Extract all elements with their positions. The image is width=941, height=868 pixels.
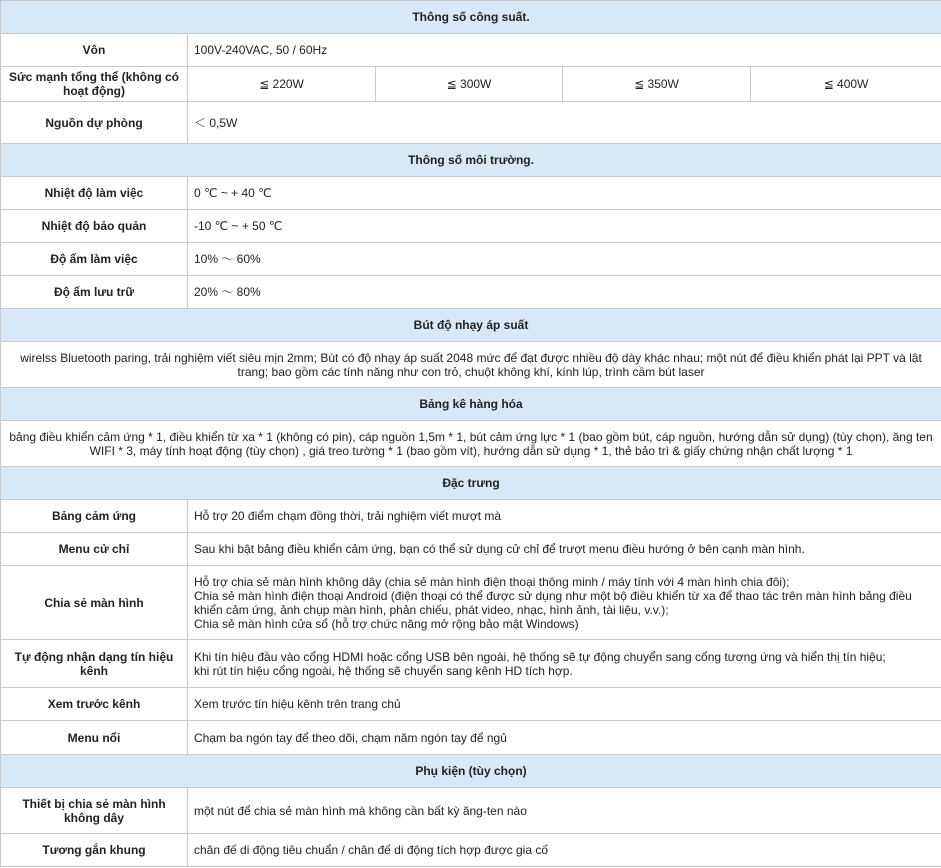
share-line: Chia sẻ màn hình cửa sổ (hỗ trợ chức năng mở rộng bảo mật Windows) [194, 616, 579, 631]
voltage-value: 100V-240VAC, 50 / 60Hz [188, 34, 941, 67]
accessory-label: Tương gắn khung [1, 834, 188, 867]
power-value: ≦ 220W [188, 67, 376, 102]
env-label: Nhiệt độ làm việc [1, 177, 188, 210]
share-value [188, 566, 941, 640]
env-value: 10% ～ 60% [188, 243, 941, 276]
touch-value: Hỗ trợ 20 điểm chạm đồng thời, trải nghiệm viết mượt mà [188, 500, 941, 533]
auto-line: Khi tín hiệu đầu vào cổng HDMI hoặc cổng USB bên ngoài, hệ thống sẽ tự động chuyển sang cổng tương ứng và hiển thị tín hiệu; [194, 649, 886, 664]
auto-line: khi rút tín hiệu cổng ngoài, hệ thống sẽ chuyển sang kênh HD tích hợp. [194, 663, 573, 678]
power-value: ≦ 350W [563, 67, 751, 102]
power-value: ≦ 400W [751, 67, 941, 102]
auto-detect-value [188, 640, 941, 688]
env-label: Độ ẩm lưu trữ [1, 276, 188, 309]
auto-detect-label: Tự động nhận dạng tín hiệu kênh [1, 640, 188, 688]
pen-description: wirelss Bluetooth paring, trải nghiệm viết siêu mịn 2mm; Bút có độ nhạy áp suất 2048 mức để đạt được nhiều độ dày khác nhau; một nút để điều khiển phát lại PPT và lật trang; bao gồm các tính năng như con trỏ, chuột không khí, kính lúp, trình cầm bút laser [1, 342, 941, 388]
overall-power-label: Sức mạnh tổng thể (không có hoạt động) [1, 67, 188, 102]
voltage-label: Vôn [1, 34, 188, 67]
preview-value: Xem trước tín hiệu kênh trên trang chủ [188, 688, 941, 721]
section-header-environment: Thông số môi trường. [1, 144, 941, 177]
section-header-power: Thông số công suất. [1, 1, 941, 34]
gesture-label: Menu cử chỉ [1, 533, 188, 566]
share-line: Hỗ trợ chia sẻ màn hình không dây (chia sẻ màn hình điện thoại thông minh / máy tính với 4 màn hình chia đôi); [194, 574, 790, 589]
env-value: 0 ℃ ~ + 40 ℃ [188, 177, 941, 210]
float-menu-value: Chạm ba ngón tay để theo dõi, chạm năm ngón tay để ngủ [188, 721, 941, 755]
accessory-label: Thiết bị chia sẻ màn hình không dây [1, 788, 188, 834]
share-line: Chia sẻ màn hình điện thoại Android (điện thoại có thể được sử dụng như một bộ điều khiển từ xa để thao tác trên màn hình bảng điều khiển cảm ứng, ảnh chụp màn hình, phản chiếu, phát video, nhạc, hình ảnh, tài liệu, v.v.); [194, 588, 912, 617]
accessory-value: một nút để chia sẻ màn hình mà không cần bất kỳ ăng-ten nào [188, 788, 941, 834]
env-label: Độ ẩm làm việc [1, 243, 188, 276]
section-header-accessories: Phụ kiện (tùy chọn) [1, 755, 941, 788]
accessory-value: chân đế di động tiêu chuẩn / chân đế di động tích hợp được gia cố [188, 834, 941, 867]
power-value: ≦ 300W [376, 67, 563, 102]
float-menu-label: Menu nổi [1, 721, 188, 755]
packing-list: bảng điều khiển cảm ứng * 1, điều khiển từ xa * 1 (không có pin), cáp nguồn 1,5m * 1, bút cảm ứng lực * 1 (bao gồm bút, cáp nguồn, hướng dẫn sử dụng) (tùy chọn), ăng ten WIFI * 3, máy tính hoạt động (tùy chọn) , giá treo tường * 1 (bao gồm vít), hướng dẫn sử dụng * 1, thẻ bảo trì & giấy chứng nhận chất lượng * 1 [1, 421, 941, 467]
section-header-pen: Bút độ nhạy áp suất [1, 309, 941, 342]
gesture-value: Sau khi bật bảng điều khiển cảm ứng, bạn có thể sử dụng cử chỉ để trượt menu điều hướng ở bên cạnh màn hình. [188, 533, 941, 566]
section-header-features: Đặc trưng [1, 467, 941, 500]
standby-value: ＜ 0,5W [188, 102, 941, 144]
share-label: Chia sẻ màn hình [1, 566, 188, 640]
section-header-packing: Bảng kê hàng hóa [1, 388, 941, 421]
standby-label: Nguồn dự phòng [1, 102, 188, 144]
env-value: 20% ～ 80% [188, 276, 941, 309]
preview-label: Xem trước kênh [1, 688, 188, 721]
env-label: Nhiệt độ bảo quản [1, 210, 188, 243]
env-value: -10 ℃ ~ + 50 ℃ [188, 210, 941, 243]
touch-label: Bảng cảm ứng [1, 500, 188, 533]
